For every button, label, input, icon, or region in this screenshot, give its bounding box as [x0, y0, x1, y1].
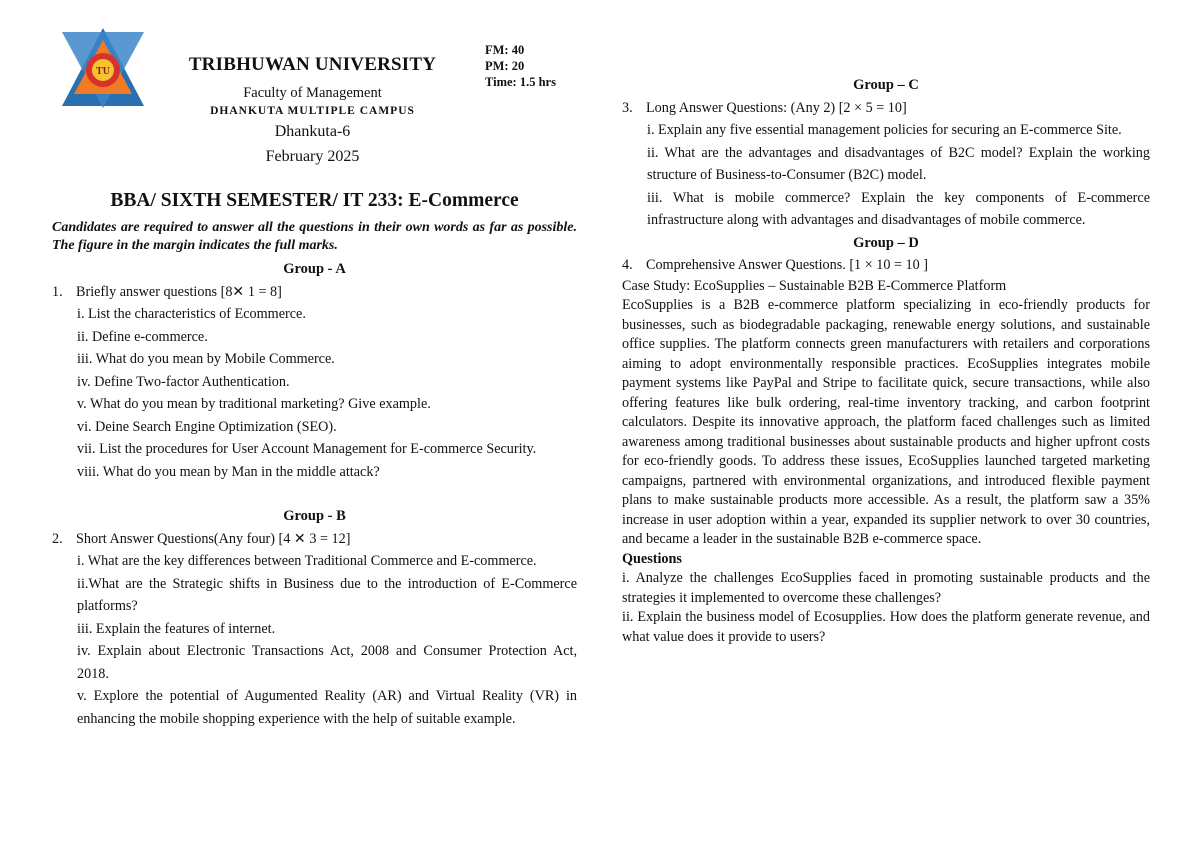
question-number: 4. [622, 257, 633, 273]
questions-label: Questions [622, 550, 682, 567]
question-2-heading [52, 528, 577, 551]
list-item: ii. Define e-commerce. [77, 328, 208, 345]
list-item: iii. What do you mean by Mobile Commerce. [77, 351, 335, 367]
group-d-title: Group – D [853, 234, 919, 251]
list-item: iii. Explain the features of internet. [77, 620, 276, 637]
question-1-heading [52, 281, 577, 304]
question-number: 3. [622, 99, 633, 116]
case-study-text: EcoSupplies is a B2B e-commerce platform specializing in eco-friendly products for businesses, such as biodegradable packaging, renewable energy solutions, and sustainable office supplies. The platform connects green manufacturers with retailers and corporations aiming to adopt environmentally responsible practices. EcoSupplies integrates mobile payment systems like PayPal and Stripe to facilitate quick, secure transactions, while also offering features like bulk ordering, real-time inventory tracking, and carbon footprint calculators. Despite its innovative approach, the platform faced challenges such as limited awareness among traditional businesses about sustainable products and higher upfront costs for eco-friendly goods. To address these issues, EcoSupplies launched targeted marketing campaigns, partnered with environmental organizations, and introduced flexible payment plans to make sustainable products more accessible. As a result, the platform saw a 35% increase in user adoption within a year, expanded its supplier network to over 30 countries, and became a leader in the sustainable B2B e-commerce space. [622, 297, 1150, 547]
instructions: Candidates are required to answer all the questions in their own words as far as possible. The figure in the margin indicates the full marks. [52, 220, 577, 253]
university-logo [60, 26, 146, 110]
list-item: v. Explore the potential of Augumented Reality (AR) and Virtual Reality (VR) in enhancing the mobile shopping experience with the help of suitable example. [77, 688, 577, 727]
question-4-heading [622, 254, 1150, 277]
list-item: iv. Explain about Electronic Transactions Act, 2008 and Consumer Protection Act, 2018. [77, 643, 577, 682]
group-a-title: Group - A [283, 261, 346, 277]
faculty-name: Faculty of Management [243, 85, 382, 101]
question-number: 1. [52, 283, 63, 300]
list-item: ii. What are the advantages and disadvantages of B2C model? Explain the working structure of Business-to-Consumer (B2C) model. [647, 144, 1150, 183]
list-item: v. What do you mean by traditional marketing? Give example. [77, 396, 431, 412]
question-number: 2. [52, 530, 63, 547]
group-c-title: Group – C [853, 77, 919, 93]
header [160, 54, 465, 166]
full-marks: FM: 40 [485, 43, 525, 57]
list-item: ii.What are the Strategic shifts in Business due to the introduction of E-Commerce platforms? [77, 575, 577, 614]
list-item: viii. What do you mean by Man in the middle attack? [77, 463, 380, 480]
logo-symbol-text: TU [96, 66, 110, 77]
question-heading-text: Long Answer Questions: (Any 2) [2 × 5 = 10] [646, 99, 907, 116]
list-item: vii. List the procedures for User Account Management for E-commerce Security. [77, 441, 537, 457]
question-heading-text: Comprehensive Answer Questions. [1 × 10 = 10 ] [646, 257, 928, 273]
question-3-heading [622, 97, 1150, 120]
course-title: BBA/ SIXTH SEMESTER/ IT 233: E-Commerce [110, 190, 519, 211]
university-name: TRIBHUWAN UNIVERSITY [188, 54, 437, 75]
exam-date: February 2025 [265, 148, 360, 165]
question-heading-text: Short Answer Questions(Any four) [4 ✕ 3 = 12] [76, 530, 351, 547]
time-allowed: Time: 1.5 hrs [485, 75, 556, 89]
group-b-title: Group - B [283, 508, 346, 524]
city: Dhankuta-6 [274, 123, 351, 140]
right-column [622, 74, 1150, 647]
list-item: vi. Deine Search Engine Optimization (SEO). [77, 418, 337, 435]
list-item: i. Explain any five essential management policies for securing an E-commerce Site. [647, 122, 1122, 138]
list-item: i. List the characteristics of Ecommerce. [77, 306, 306, 322]
marks-info [485, 42, 556, 90]
list-item: i. What are the key differences between Traditional Commerce and E-commerce. [77, 553, 537, 569]
case-study-title: Case Study: EcoSupplies – Sustainable B2B E-Commerce Platform [622, 277, 1007, 294]
campus-name: DHANKUTA MULTIPLE CAMPUS [210, 105, 415, 117]
list-item: i. Analyze the challenges EcoSupplies faced in promoting sustainable products and the strategies it implemented to overcome these challenges? [622, 570, 1150, 606]
list-item: iv. Define Two-factor Authentication. [77, 373, 290, 390]
left-column [52, 258, 577, 730]
question-heading-text: Briefly answer questions [8✕ 1 = 8] [76, 283, 282, 300]
pass-marks: PM: 20 [485, 59, 525, 73]
list-item: ii. Explain the business model of Ecosupplies. How does the platform generate revenue, and what value does it provide to users? [622, 609, 1150, 645]
list-item: iii. What is mobile commerce? Explain the key components of E-commerce infrastructure along with advantages and disadvantages of mobile commerce. [647, 189, 1150, 228]
